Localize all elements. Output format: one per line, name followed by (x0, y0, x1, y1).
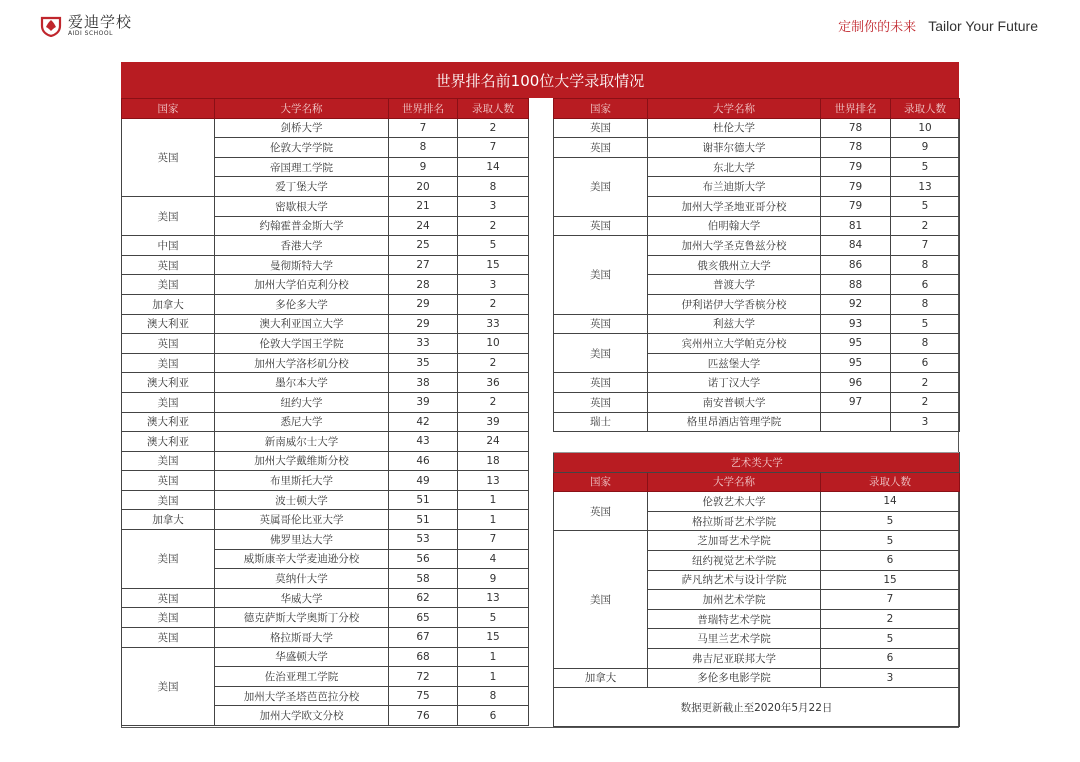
table-row (554, 334, 960, 354)
rank-cell: 8 (389, 138, 458, 158)
university-name-cell: 伯明翰大学 (648, 216, 821, 236)
country-cell: 美国 (554, 334, 648, 373)
university-name-cell: 华威大学 (215, 588, 389, 608)
university-name-cell: 剑桥大学 (215, 118, 389, 138)
university-name-cell: 伦敦大学学院 (215, 138, 389, 158)
count-cell: 10 (891, 118, 960, 138)
logo-icon (40, 15, 62, 37)
count-cell: 9 (458, 569, 529, 589)
rank-cell: 84 (821, 236, 891, 256)
count-cell: 10 (458, 334, 529, 354)
logo-subtext: AIDI SCHOOL (68, 30, 113, 37)
rank-cell: 43 (389, 432, 458, 452)
university-name-cell: 英属哥伦比亚大学 (215, 510, 389, 530)
university-name-cell: 弗吉尼亚联邦大学 (648, 648, 821, 668)
count-cell: 14 (458, 157, 529, 177)
university-name-cell: 墨尔本大学 (215, 373, 389, 393)
rank-cell: 35 (389, 353, 458, 373)
university-name-cell: 波士顿大学 (215, 490, 389, 510)
slogan-en: Tailor Your Future (928, 18, 1038, 34)
count-cell: 4 (458, 549, 529, 569)
count-cell: 8 (891, 255, 960, 275)
col-name: 大学名称 (215, 99, 389, 119)
count-cell: 8 (458, 177, 529, 197)
col-rank: 世界排名 (389, 99, 458, 119)
rank-cell: 79 (821, 196, 891, 216)
university-name-cell: 德克萨斯大学奥斯丁分校 (215, 608, 389, 628)
university-name-cell: 曼彻斯特大学 (215, 255, 389, 275)
art-section-title: 艺术类大学 (554, 453, 960, 473)
rank-cell: 33 (389, 334, 458, 354)
count-cell: 5 (821, 629, 960, 649)
rank-cell: 79 (821, 177, 891, 197)
country-cell: 英国 (554, 216, 648, 236)
count-cell: 3 (821, 668, 960, 688)
university-name-cell: 格拉斯哥大学 (215, 628, 389, 648)
count-cell: 6 (891, 275, 960, 295)
country-cell: 加拿大 (122, 510, 215, 530)
col-name: 大学名称 (648, 99, 821, 119)
rank-cell: 25 (389, 236, 458, 256)
page-title: 世界排名前100位大学录取情况 (121, 62, 959, 98)
university-name-cell: 纽约视觉艺术学院 (648, 550, 821, 570)
rank-cell: 65 (389, 608, 458, 628)
rank-cell: 28 (389, 275, 458, 295)
count-cell: 8 (891, 294, 960, 314)
table-row (122, 490, 529, 510)
count-cell: 18 (458, 451, 529, 471)
university-name-cell: 悉尼大学 (215, 412, 389, 432)
count-cell: 2 (458, 392, 529, 412)
count-cell: 15 (458, 628, 529, 648)
count-cell: 5 (891, 314, 960, 334)
country-cell: 英国 (122, 334, 215, 354)
university-name-cell: 新南威尔士大学 (215, 432, 389, 452)
header-row (554, 99, 960, 119)
university-name-cell: 加州大学戴维斯分校 (215, 451, 389, 471)
col-country: 国家 (554, 472, 648, 492)
col-count: 录取人数 (821, 472, 960, 492)
university-name-cell: 加州艺术学院 (648, 590, 821, 610)
art-table (553, 452, 960, 727)
table-row (554, 138, 960, 158)
country-cell: 美国 (554, 157, 648, 216)
count-cell: 2 (458, 118, 529, 138)
table-row (122, 118, 529, 138)
logo (40, 14, 132, 37)
university-name-cell: 加州大学洛杉矶分校 (215, 353, 389, 373)
rank-cell: 42 (389, 412, 458, 432)
count-cell: 39 (458, 412, 529, 432)
count-cell: 3 (891, 412, 960, 432)
count-cell: 1 (458, 510, 529, 530)
university-name-cell: 格拉斯哥艺术学院 (648, 511, 821, 531)
slogan-cn: 定制你的未来 (838, 20, 917, 35)
university-name-cell: 爱丁堡大学 (215, 177, 389, 197)
rank-cell: 67 (389, 628, 458, 648)
count-cell: 1 (458, 647, 529, 667)
count-cell: 5 (821, 511, 960, 531)
table-row (554, 531, 960, 551)
table-row (122, 647, 529, 667)
col-country: 国家 (554, 99, 648, 119)
rank-cell: 95 (821, 334, 891, 354)
count-cell: 3 (458, 196, 529, 216)
university-name-cell: 多伦多大学 (215, 294, 389, 314)
university-name-cell: 莫纳什大学 (215, 569, 389, 589)
count-cell: 6 (891, 353, 960, 373)
table-row (122, 608, 529, 628)
count-cell: 2 (891, 392, 960, 412)
rank-cell: 20 (389, 177, 458, 197)
count-cell: 15 (821, 570, 960, 590)
count-cell: 3 (458, 275, 529, 295)
university-name-cell: 华盛顿大学 (215, 647, 389, 667)
country-cell: 中国 (122, 236, 215, 256)
university-name-cell: 伦敦艺术大学 (648, 492, 821, 512)
rank-cell: 9 (389, 157, 458, 177)
country-cell: 英国 (122, 255, 215, 275)
rank-cell: 88 (821, 275, 891, 295)
table-row (122, 451, 529, 471)
university-name-cell: 加州大学欧文分校 (215, 706, 389, 726)
university-name-cell: 纽约大学 (215, 392, 389, 412)
country-cell: 英国 (554, 138, 648, 158)
header-row (122, 99, 529, 119)
count-cell: 9 (891, 138, 960, 158)
rank-cell: 78 (821, 118, 891, 138)
university-name-cell: 香港大学 (215, 236, 389, 256)
count-cell: 5 (458, 236, 529, 256)
col-count: 录取人数 (458, 99, 529, 119)
count-cell: 13 (458, 588, 529, 608)
count-cell: 2 (458, 353, 529, 373)
rank-cell: 92 (821, 294, 891, 314)
university-name-cell: 加州大学圣克鲁兹分校 (648, 236, 821, 256)
country-cell: 英国 (554, 314, 648, 334)
table-row (122, 628, 529, 648)
rank-cell: 86 (821, 255, 891, 275)
table-row (554, 373, 960, 393)
rank-cell: 38 (389, 373, 458, 393)
count-cell: 24 (458, 432, 529, 452)
university-name-cell: 布兰迪斯大学 (648, 177, 821, 197)
university-name-cell: 普瑞特艺术学院 (648, 609, 821, 629)
rank-cell: 93 (821, 314, 891, 334)
count-cell: 5 (821, 531, 960, 551)
country-cell: 英国 (122, 118, 215, 196)
country-cell: 美国 (122, 530, 215, 589)
rank-cell: 72 (389, 667, 458, 687)
header-row (554, 472, 960, 492)
university-name-cell: 加州大学圣地亚哥分校 (648, 196, 821, 216)
university-name-cell: 澳大利亚国立大学 (215, 314, 389, 334)
country-cell: 英国 (554, 392, 648, 412)
col-rank: 世界排名 (821, 99, 891, 119)
university-name-cell: 加州大学伯克利分校 (215, 275, 389, 295)
table-row (554, 236, 960, 256)
count-cell: 2 (458, 216, 529, 236)
table-row (122, 275, 529, 295)
count-cell: 14 (821, 492, 960, 512)
table-row (122, 432, 529, 452)
logo-text: 爱迪学校 (68, 13, 133, 31)
country-cell: 澳大利亚 (122, 373, 215, 393)
country-cell: 美国 (554, 236, 648, 314)
count-cell: 13 (891, 177, 960, 197)
count-cell: 5 (458, 608, 529, 628)
country-cell: 美国 (122, 275, 215, 295)
university-name-cell: 宾州州立大学帕克分校 (648, 334, 821, 354)
country-cell: 加拿大 (554, 668, 648, 688)
count-cell: 15 (458, 255, 529, 275)
university-name-cell: 多伦多电影学院 (648, 668, 821, 688)
country-cell: 英国 (122, 588, 215, 608)
count-cell: 7 (821, 590, 960, 610)
university-name-cell: 格里昂酒店管理学院 (648, 412, 821, 432)
university-name-cell: 俄亥俄州立大学 (648, 255, 821, 275)
country-cell: 美国 (122, 647, 215, 725)
rank-cell: 78 (821, 138, 891, 158)
country-cell: 美国 (122, 490, 215, 510)
slogan (838, 16, 1038, 35)
university-name-cell: 密歇根大学 (215, 196, 389, 216)
count-cell: 5 (891, 157, 960, 177)
count-cell: 8 (458, 686, 529, 706)
rank-cell: 29 (389, 294, 458, 314)
country-cell: 美国 (122, 608, 215, 628)
count-cell: 2 (891, 216, 960, 236)
rank-cell: 24 (389, 216, 458, 236)
count-cell: 5 (891, 196, 960, 216)
rank-cell (821, 412, 891, 432)
rank-cell: 7 (389, 118, 458, 138)
table-row (122, 373, 529, 393)
university-name-cell: 伊利诺伊大学香槟分校 (648, 294, 821, 314)
rank-cell: 96 (821, 373, 891, 393)
count-cell: 13 (458, 471, 529, 491)
table-row (554, 216, 960, 236)
table-row (122, 255, 529, 275)
count-cell: 8 (891, 334, 960, 354)
table-row (554, 412, 960, 432)
country-cell: 英国 (122, 628, 215, 648)
country-cell: 美国 (122, 451, 215, 471)
count-cell: 6 (821, 648, 960, 668)
count-cell: 1 (458, 667, 529, 687)
rank-cell: 75 (389, 686, 458, 706)
count-cell: 1 (458, 490, 529, 510)
footer-note: 数据更新截止至2020年5月22日 (554, 688, 960, 727)
rank-cell: 76 (389, 706, 458, 726)
country-cell: 美国 (122, 196, 215, 235)
table-row (554, 668, 960, 688)
rank-cell: 79 (821, 157, 891, 177)
country-cell: 美国 (554, 531, 648, 668)
country-cell: 英国 (554, 118, 648, 138)
count-cell: 33 (458, 314, 529, 334)
university-name-cell: 威斯康辛大学麦迪逊分校 (215, 549, 389, 569)
table-row (122, 294, 529, 314)
rank-cell: 46 (389, 451, 458, 471)
country-cell: 美国 (122, 392, 215, 412)
university-name-cell: 约翰霍普金斯大学 (215, 216, 389, 236)
country-cell: 英国 (122, 471, 215, 491)
col-country: 国家 (122, 99, 215, 119)
university-name-cell: 马里兰艺术学院 (648, 629, 821, 649)
country-cell: 澳大利亚 (122, 314, 215, 334)
table-row (122, 196, 529, 216)
university-name-cell: 匹兹堡大学 (648, 353, 821, 373)
rank-cell: 53 (389, 530, 458, 550)
table-row (122, 530, 529, 550)
count-cell: 6 (458, 706, 529, 726)
university-name-cell: 利兹大学 (648, 314, 821, 334)
university-name-cell: 加州大学圣塔芭芭拉分校 (215, 686, 389, 706)
country-cell: 美国 (122, 353, 215, 373)
table-row (122, 412, 529, 432)
table-row (122, 392, 529, 412)
table-row (554, 118, 960, 138)
rank-cell: 97 (821, 392, 891, 412)
university-name-cell: 南安普顿大学 (648, 392, 821, 412)
university-name-cell: 诺丁汉大学 (648, 373, 821, 393)
count-cell: 2 (821, 609, 960, 629)
rank-cell: 49 (389, 471, 458, 491)
university-name-cell: 佛罗里达大学 (215, 530, 389, 550)
university-name-cell: 帝国理工学院 (215, 157, 389, 177)
university-name-cell: 伦敦大学国王学院 (215, 334, 389, 354)
rank-cell: 68 (389, 647, 458, 667)
table-row (122, 510, 529, 530)
university-name-cell: 东北大学 (648, 157, 821, 177)
table-row (122, 334, 529, 354)
count-cell: 2 (891, 373, 960, 393)
table-row (122, 588, 529, 608)
table-row (122, 236, 529, 256)
country-cell: 澳大利亚 (122, 432, 215, 452)
count-cell: 7 (891, 236, 960, 256)
col-name: 大学名称 (648, 472, 821, 492)
count-cell: 7 (458, 138, 529, 158)
university-name-cell: 萨凡纳艺术与设计学院 (648, 570, 821, 590)
table-row (554, 492, 960, 512)
university-name-cell: 芝加哥艺术学院 (648, 531, 821, 551)
university-name-cell: 杜伦大学 (648, 118, 821, 138)
university-name-cell: 谢菲尔德大学 (648, 138, 821, 158)
rank-cell: 51 (389, 490, 458, 510)
count-cell: 6 (821, 550, 960, 570)
count-cell: 7 (458, 530, 529, 550)
university-name-cell: 布里斯托大学 (215, 471, 389, 491)
table-row (122, 471, 529, 491)
rank-cell: 29 (389, 314, 458, 334)
country-cell: 瑞士 (554, 412, 648, 432)
rank-cell: 39 (389, 392, 458, 412)
rank-cell: 21 (389, 196, 458, 216)
count-cell: 2 (458, 294, 529, 314)
rank-cell: 62 (389, 588, 458, 608)
table-row (554, 314, 960, 334)
ranking-table-left (121, 98, 529, 726)
table-row (122, 314, 529, 334)
rank-cell: 51 (389, 510, 458, 530)
rank-cell: 27 (389, 255, 458, 275)
table-row (554, 392, 960, 412)
col-count: 录取人数 (891, 99, 960, 119)
ranking-table-right (553, 98, 960, 432)
rank-cell: 56 (389, 549, 458, 569)
country-cell: 英国 (554, 492, 648, 531)
rank-cell: 95 (821, 353, 891, 373)
count-cell: 36 (458, 373, 529, 393)
university-name-cell: 普渡大学 (648, 275, 821, 295)
country-cell: 澳大利亚 (122, 412, 215, 432)
country-cell: 加拿大 (122, 294, 215, 314)
rank-cell: 81 (821, 216, 891, 236)
university-name-cell: 佐治亚理工学院 (215, 667, 389, 687)
table-row (122, 353, 529, 373)
country-cell: 英国 (554, 373, 648, 393)
rank-cell: 58 (389, 569, 458, 589)
table-row (554, 157, 960, 177)
